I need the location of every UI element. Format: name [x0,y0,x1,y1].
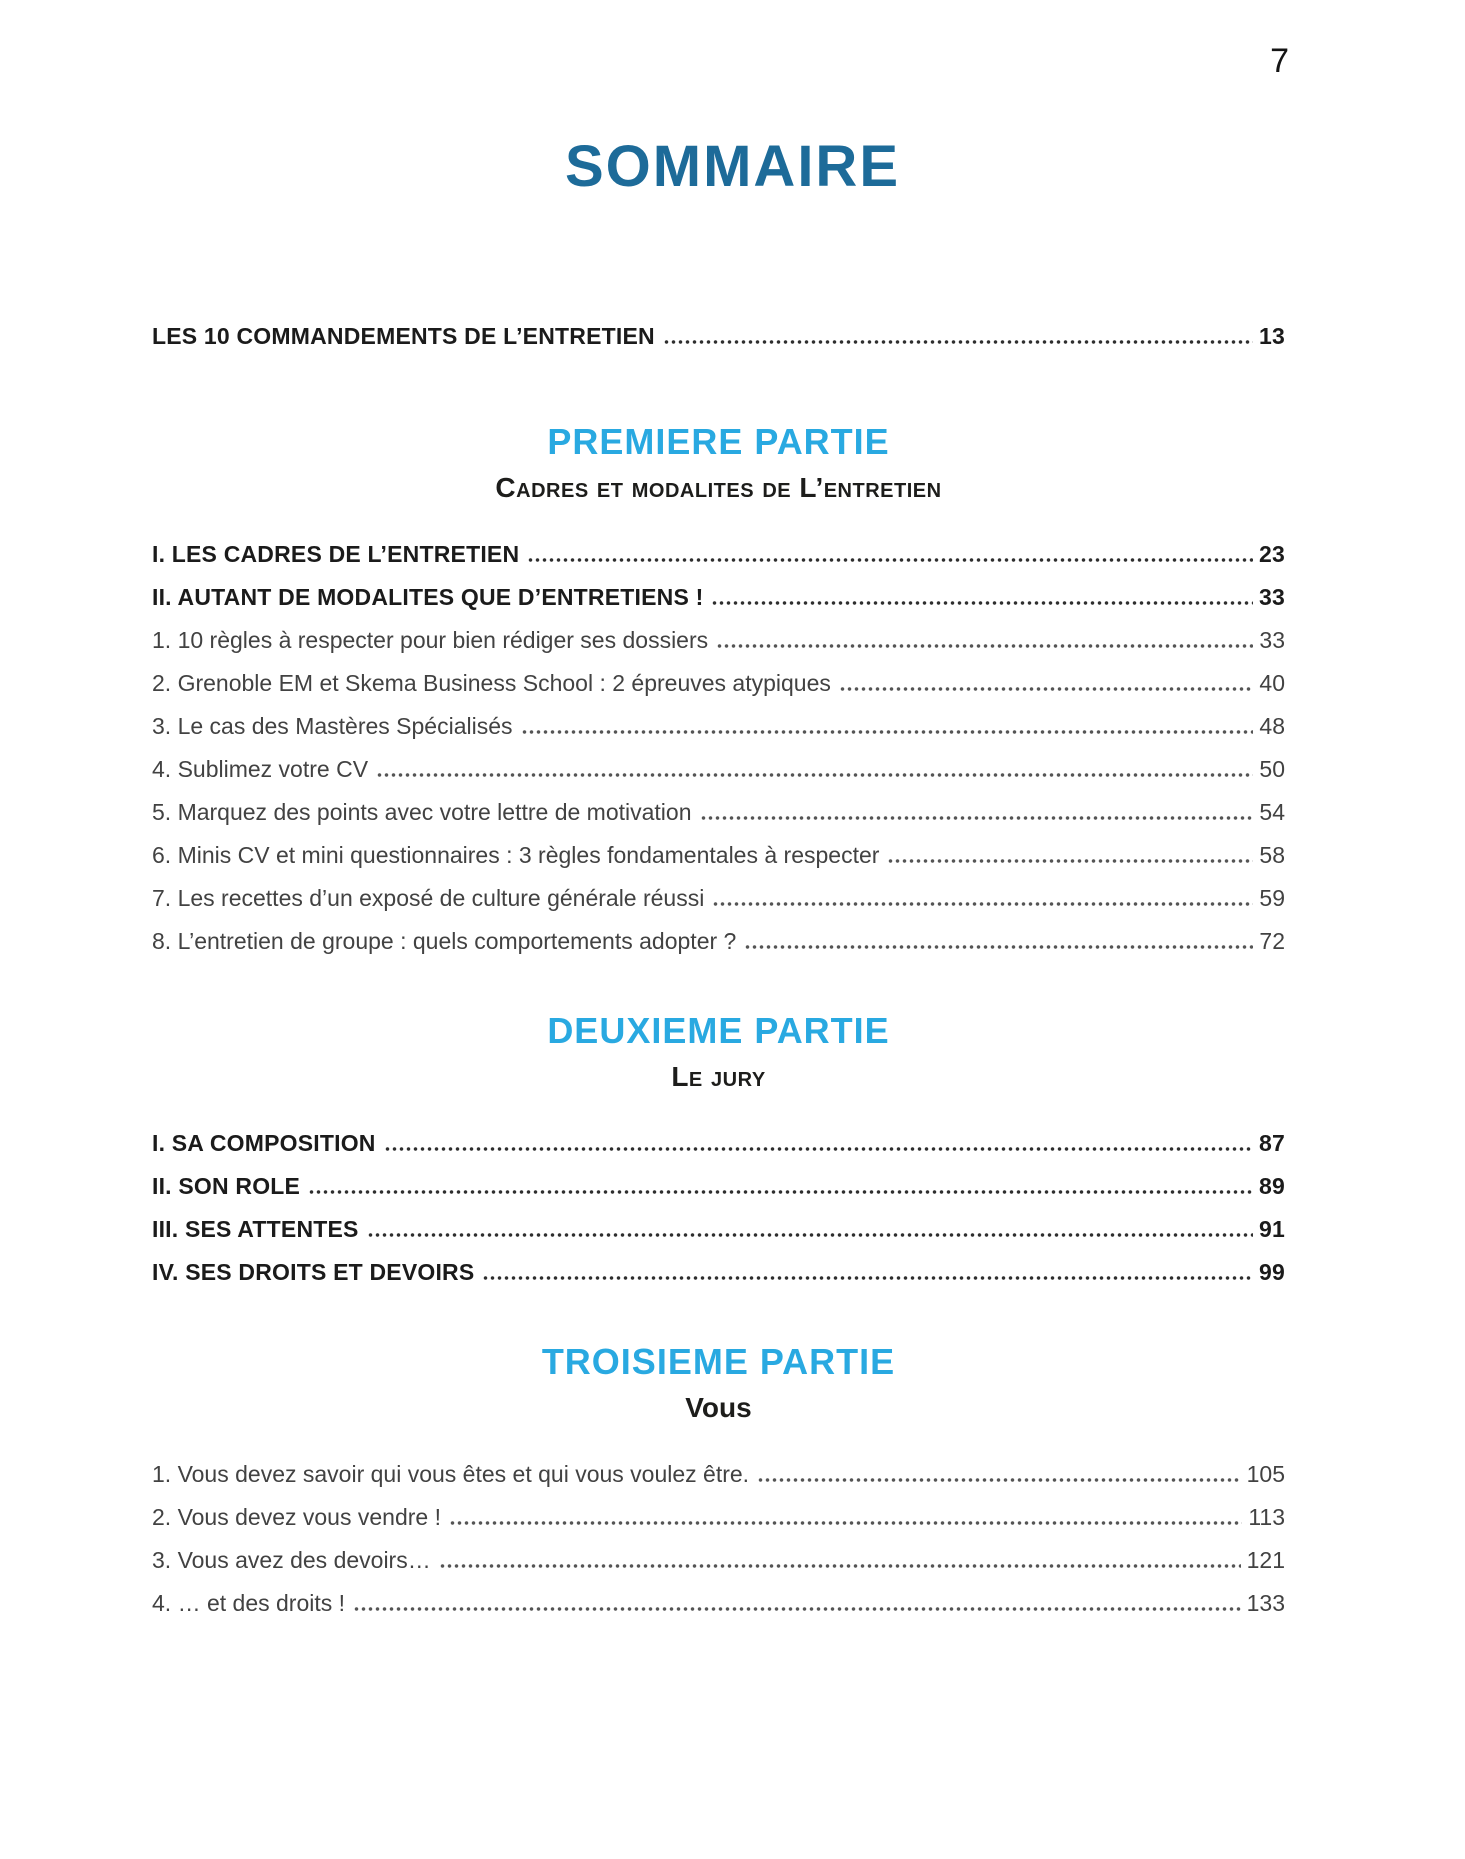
part-title: TROISIEME PARTIE [541,1341,896,1382]
dot-leader [449,1520,1242,1526]
toc-entry-page: 13 [1259,323,1285,349]
dot-leader [527,557,1253,563]
toc-entry-label: I. LES CADRES DE L’ENTRETIEN [152,541,520,567]
toc-entry-label: 1. 10 règles à respecter pour bien rédiger ses dossiers [152,627,709,653]
toc-entry [152,884,1285,912]
dot-leader [663,339,1253,345]
toc-part [152,1011,1285,1286]
dot-leader [353,1606,1241,1612]
toc-entry-page: 54 [1259,799,1285,825]
toc-entry [152,1172,1285,1200]
toc-entry-label: III. SES ATTENTES [152,1216,359,1242]
toc-entry-page: 50 [1259,756,1285,782]
toc-entry-label: I. SA COMPOSITION [152,1130,376,1156]
toc-entry-page: 113 [1248,1504,1285,1530]
part-subtitle: Vous [685,1392,752,1423]
toc-entry-label: 7. Les recettes d’un exposé de culture générale réussi [152,885,705,911]
toc-entry-label: 2. Grenoble EM et Skema Business School : 2 épreuves atypiques [152,670,831,696]
dot-leader [712,901,1253,907]
toc-entry-label: 3. Le cas des Mastères Spécialisés [152,713,513,739]
toc-entry [152,626,1285,654]
dot-leader [384,1146,1253,1152]
toc-entry-label: LES 10 COMMANDEMENTS DE L’ENTRETIEN [152,323,655,349]
dot-leader [716,643,1253,649]
toc-entry-label: 5. Marquez des points avec votre lettre de motivation [152,799,692,825]
page-number: 7 [1270,42,1289,80]
toc-entry-page: 58 [1259,842,1285,868]
toc-part [152,422,1285,955]
toc-entry-label: 2. Vous devez vous vendre ! [152,1504,441,1530]
toc-entry-label: 6. Minis CV et mini questionnaires : 3 règles fondamentales à respecter [152,842,880,868]
toc-entry [152,583,1285,611]
toc-entry-page: 133 [1246,1590,1285,1616]
dot-leader [887,858,1253,864]
toc-entry-page: 33 [1259,584,1285,610]
toc-entry-page: 91 [1259,1216,1285,1242]
toc-entry-label: 4. Sublimez votre CV [152,756,369,782]
dot-leader [839,686,1254,692]
toc-entry [152,927,1285,955]
dot-leader [376,772,1253,778]
toc-entry-page: 105 [1246,1461,1285,1487]
toc-entry [152,841,1285,869]
toc-entry-page: 89 [1259,1173,1285,1199]
dot-leader [700,815,1254,821]
toc-entry-label: II. AUTANT DE MODALITES QUE D’ENTRETIENS ! [152,584,704,610]
part-subtitle: Le jury [671,1061,766,1092]
toc-entry-page: 40 [1259,670,1285,696]
toc-part [152,1342,1285,1617]
toc-entry [152,1258,1285,1286]
toc-entry-page: 72 [1259,928,1285,954]
toc-entry [152,712,1285,740]
dot-leader [482,1275,1253,1281]
toc-entry-page: 87 [1259,1130,1285,1156]
toc-entry [152,540,1285,568]
part-entries [152,540,1285,955]
toc-entry [152,798,1285,826]
toc-entry-label: 3. Vous avez des devoirs… [152,1547,431,1573]
toc-entry-page: 33 [1259,627,1285,653]
part-entries [152,1129,1285,1286]
part-title: DEUXIEME PARTIE [547,1010,890,1051]
dot-leader [757,1477,1241,1483]
part-title: PREMIERE PARTIE [547,421,890,462]
dot-leader [521,729,1254,735]
toc-entry-label: 8. L’entretien de groupe : quels comportements adopter ? [152,928,737,954]
toc-entry-label: IV. SES DROITS ET DEVOIRS [152,1259,475,1285]
toc-entry [152,1503,1285,1531]
part-subtitle: Cadres et modalites de L’entretien [495,472,942,503]
toc-entry [152,1129,1285,1157]
toc-entry-label: 4. … et des droits ! [152,1590,346,1616]
toc-entry-page: 99 [1259,1259,1285,1285]
dot-leader [439,1563,1241,1569]
dot-leader [711,600,1253,606]
table-of-contents [152,322,1285,1617]
toc-entry [152,669,1285,697]
toc-entry [152,755,1285,783]
toc-entry-page: 48 [1259,713,1285,739]
toc-entry-page: 23 [1259,541,1285,567]
toc-entry-page: 59 [1259,885,1285,911]
dot-leader [308,1189,1253,1195]
toc-entry [152,1460,1285,1488]
toc-entry [152,322,1285,350]
toc-entry-label: 1. Vous devez savoir qui vous êtes et qui vous voulez être. [152,1461,750,1487]
toc-entry-label: II. SON ROLE [152,1173,301,1199]
toc-entry [152,1215,1285,1243]
dot-leader [744,944,1253,950]
toc-entry [152,1546,1285,1574]
page-title: SOMMAIRE [565,134,900,199]
part-entries [152,1460,1285,1617]
dot-leader [367,1232,1253,1238]
toc-entry [152,1589,1285,1617]
toc-entry-page: 121 [1246,1547,1285,1573]
